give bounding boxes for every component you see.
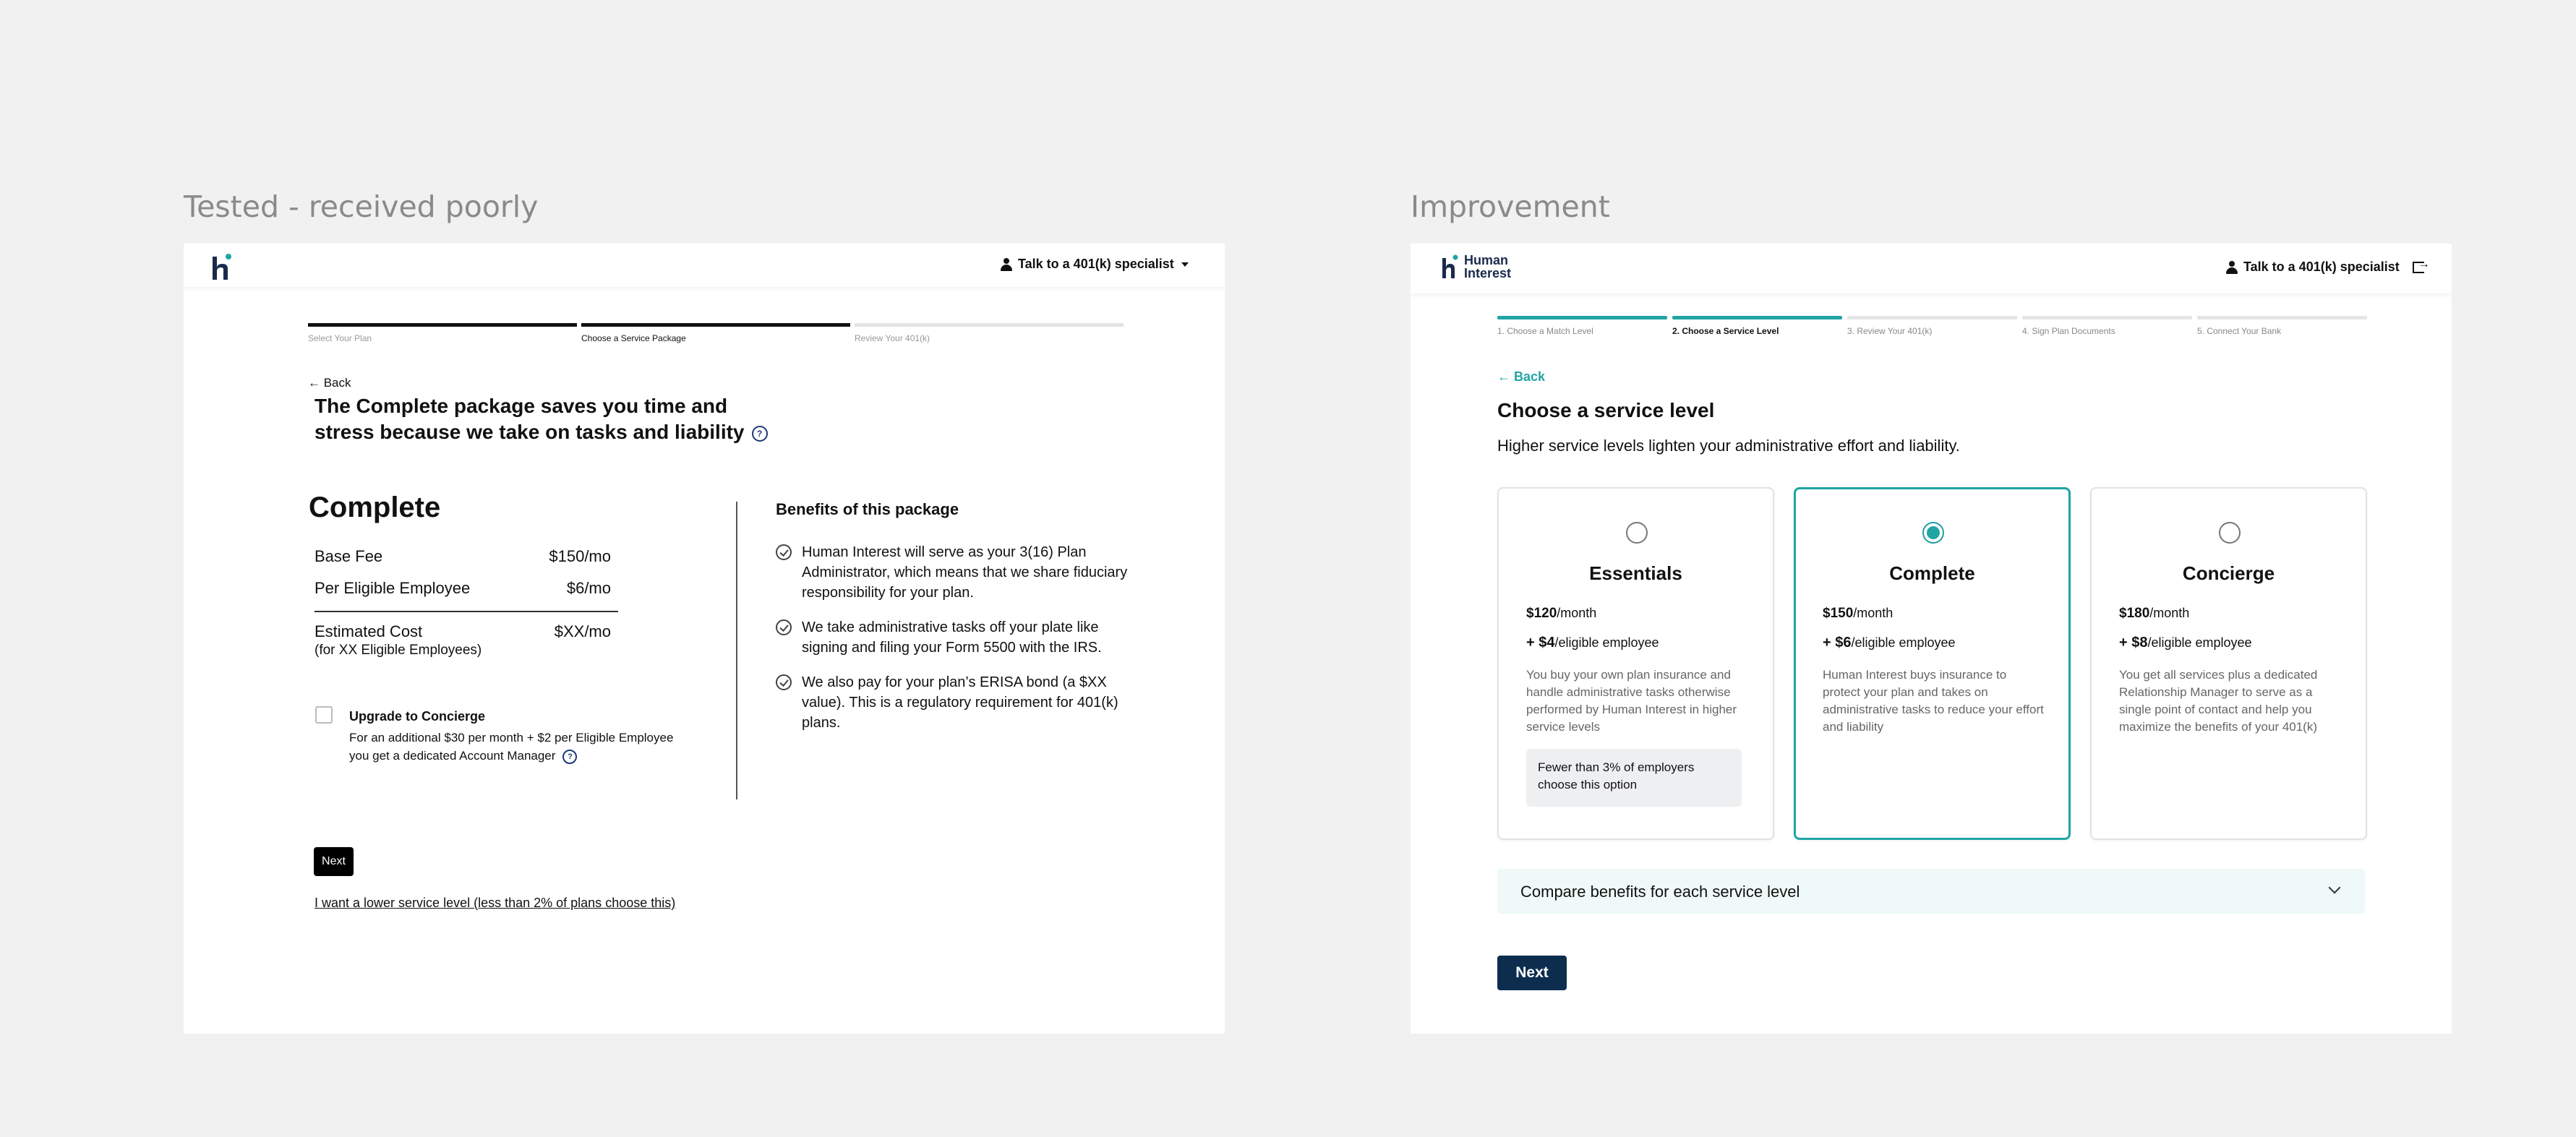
service-card-essentials[interactable] xyxy=(1497,487,1774,840)
step-label-3: Review Your 401(k) xyxy=(855,333,930,343)
specialist-label: Talk to a 401(k) specialist xyxy=(1018,257,1174,271)
back-label: Back xyxy=(1514,369,1546,384)
price-value: $180 xyxy=(2119,606,2150,621)
logo-line: Human xyxy=(1464,253,1509,267)
card-name: Concierge xyxy=(2182,562,2275,584)
page-subtitle: Higher service levels lighten your administrative effort and liability. xyxy=(1497,437,1960,455)
card-price xyxy=(1526,606,1596,622)
per-employee-value: + $6 xyxy=(1823,635,1852,651)
service-card-complete[interactable] xyxy=(1794,487,2071,840)
tested-screen xyxy=(184,244,1225,1034)
benefit-item xyxy=(776,617,1137,658)
estimated-cost-row xyxy=(314,622,611,641)
help-icon[interactable]: ? xyxy=(752,426,768,442)
step-label-2: 2. Choose a Service Level xyxy=(1672,326,1779,336)
compare-label: Compare benefits for each service level xyxy=(1520,883,1800,901)
per-employee-value: + $8 xyxy=(2119,635,2148,651)
check-circle-icon xyxy=(776,544,792,560)
vertical-divider xyxy=(736,502,737,799)
plan-name: Complete xyxy=(309,492,441,523)
step-bar-2 xyxy=(1672,316,1842,319)
lower-service-link[interactable]: I want a lower service level (less than 2% of plans choose this) xyxy=(314,896,676,910)
radio-concierge[interactable] xyxy=(2219,522,2241,544)
step-label-5: 5. Connect Your Bank xyxy=(2197,326,2282,336)
card-name: Complete xyxy=(1889,562,1975,584)
check-circle-icon xyxy=(776,674,792,690)
fee-value: $6/mo xyxy=(566,579,611,597)
card-name: Essentials xyxy=(1589,562,1682,584)
card-per-employee xyxy=(1526,635,1659,651)
person-icon xyxy=(2226,261,2238,274)
caption-improvement: Improvement xyxy=(1411,189,1610,224)
benefit-text: We also pay for your plan’s ERISA bond (a $XX value). This is a regulatory requirement for 401(k) plans. xyxy=(802,674,1118,731)
fee-label: Base Fee xyxy=(314,547,383,565)
step-bar-1 xyxy=(308,323,577,327)
per-employee-value: + $4 xyxy=(1526,635,1555,651)
estimated-value: $XX/mo xyxy=(554,622,611,640)
fee-value: $150/mo xyxy=(549,547,611,565)
logout-icon[interactable] xyxy=(2413,262,2424,273)
price-unit: /month xyxy=(2149,606,2190,620)
upgrade-checkbox[interactable] xyxy=(315,706,333,724)
human-interest-logo-icon[interactable] xyxy=(210,252,236,281)
step-bar-1 xyxy=(1497,316,1667,319)
card-desc: You get all services plus a dedicated Relationship Manager to serve as a single point of contact and help you maximize the benefits of your 401(k) xyxy=(2119,668,2318,734)
specialist-menu[interactable] xyxy=(2226,259,2424,275)
benefits-title: Benefits of this package xyxy=(776,500,959,518)
price-unit: /month xyxy=(1853,606,1894,620)
step-label-2: Choose a Service Package xyxy=(581,333,686,343)
page-title: Choose a service level xyxy=(1497,399,1715,421)
benefit-item xyxy=(776,542,1137,603)
header xyxy=(184,244,1225,287)
card-price xyxy=(1823,606,1893,622)
logo-line: Interest xyxy=(1464,266,1512,280)
specialist-label: Talk to a 401(k) specialist xyxy=(2243,259,2400,274)
estimated-sub: (for XX Eligible Employees) xyxy=(314,643,482,658)
improved-screen xyxy=(1411,244,2452,1034)
step-bar-4 xyxy=(2022,316,2192,319)
price-value: $150 xyxy=(1823,606,1854,621)
arrow-left-icon: ← xyxy=(1497,369,1510,384)
back-link[interactable]: ← Back xyxy=(308,376,351,390)
back-link[interactable] xyxy=(1497,369,1545,385)
step-label-4: 4. Sign Plan Documents xyxy=(2022,326,2115,336)
human-interest-logo-icon xyxy=(1441,254,1458,280)
upgrade-title: Upgrade to Concierge xyxy=(349,709,486,724)
chevron-down-icon xyxy=(2329,882,2341,894)
headline xyxy=(314,393,792,445)
upgrade-desc xyxy=(349,729,689,765)
header xyxy=(1411,244,2452,293)
benefit-text: We take administrative tasks off your plate like signing and filing your Form 5500 with the IRS. xyxy=(802,619,1102,656)
radio-complete[interactable] xyxy=(1922,522,1944,544)
caret-down-icon xyxy=(1181,262,1189,267)
divider xyxy=(314,611,618,612)
compare-accordion[interactable] xyxy=(1497,869,2365,914)
card-price xyxy=(2119,606,2189,622)
per-employee-unit: /eligible employee xyxy=(2147,635,2252,650)
upgrade-desc-text: For an additional $30 per month + $2 per Eligible Employee you get a dedicated Account Manager xyxy=(349,731,674,763)
card-per-employee xyxy=(2119,635,2252,651)
price-unit: /month xyxy=(1557,606,1597,620)
human-interest-logo[interactable] xyxy=(1441,254,1511,280)
card-note: Fewer than 3% of employers choose this option xyxy=(1526,749,1742,807)
benefit-item xyxy=(776,672,1137,733)
next-button[interactable]: Next xyxy=(314,847,354,876)
logo-text xyxy=(1464,254,1511,280)
step-label-1: Select Your Plan xyxy=(308,333,372,343)
per-employee-unit: /eligible employee xyxy=(1554,635,1659,650)
step-bar-5 xyxy=(2197,316,2367,319)
card-desc: Human Interest buys insurance to protect your plan and takes on administrative tasks to reduce your effort and liability xyxy=(1823,668,2044,734)
step-label-3: 3. Review Your 401(k) xyxy=(1847,326,1933,336)
service-card-concierge[interactable] xyxy=(2090,487,2367,840)
card-desc: You buy your own plan insurance and handle administrative tasks otherwise performed by Human Interest in higher service levels xyxy=(1526,668,1737,734)
headline-text: The Complete package saves you time and stress because we take on tasks and liability xyxy=(314,395,745,443)
fee-row-per-employee xyxy=(314,579,611,598)
step-bar-3 xyxy=(1847,316,2017,319)
check-circle-icon xyxy=(776,619,792,635)
card-per-employee xyxy=(1823,635,1956,651)
fee-label: Per Eligible Employee xyxy=(314,579,471,597)
next-button[interactable]: Next xyxy=(1497,956,1567,990)
radio-essentials[interactable] xyxy=(1626,522,1648,544)
step-label-1: 1. Choose a Match Level xyxy=(1497,326,1593,336)
caption-tested: Tested - received poorly xyxy=(184,189,539,224)
price-value: $120 xyxy=(1526,606,1557,621)
specialist-menu[interactable] xyxy=(1001,257,1189,272)
step-bar-2 xyxy=(581,323,850,327)
per-employee-unit: /eligible employee xyxy=(1851,635,1956,650)
fee-row-base xyxy=(314,547,611,566)
step-bar-3 xyxy=(855,323,1124,327)
person-icon xyxy=(1001,258,1012,271)
estimated-label: Estimated Cost xyxy=(314,622,423,640)
help-icon[interactable]: ? xyxy=(562,750,577,764)
benefit-text: Human Interest will serve as your 3(16) Plan Administrator, which means that we share fiduciary responsibility for your plan. xyxy=(802,544,1128,601)
